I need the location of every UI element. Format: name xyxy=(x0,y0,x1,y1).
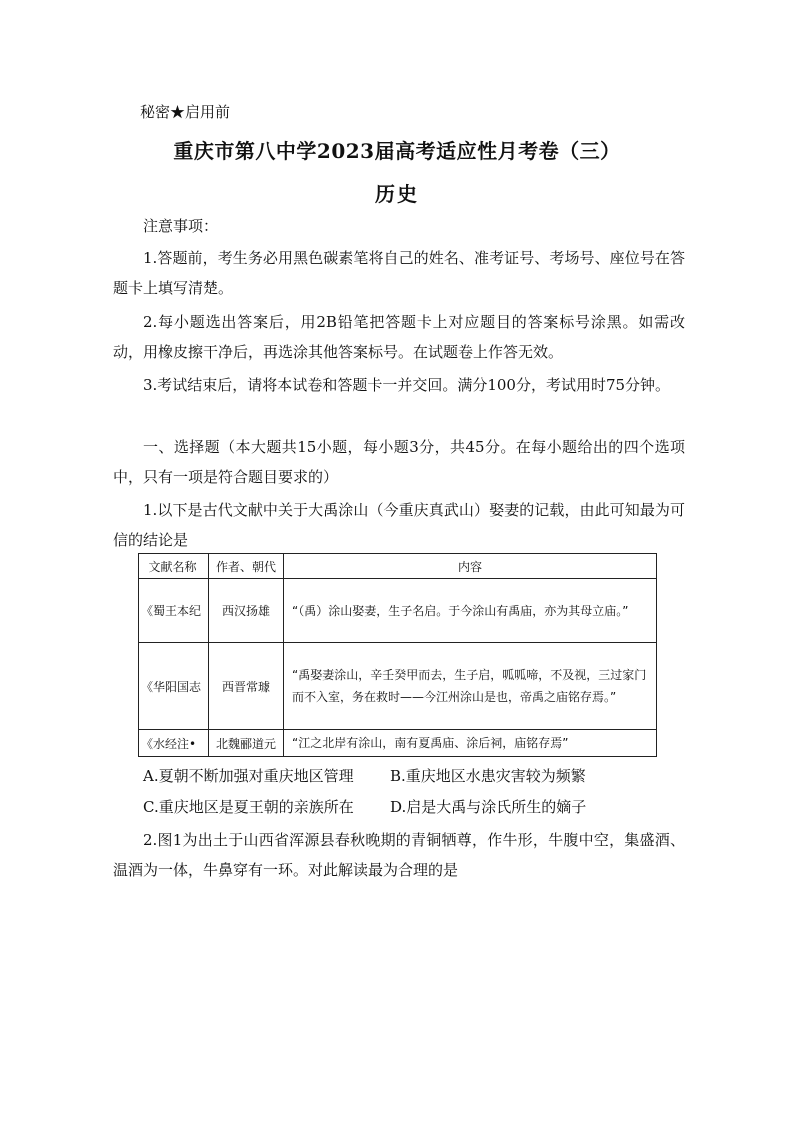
table-header-row xyxy=(139,554,657,579)
secret-mark: 秘密★启用前 xyxy=(140,103,231,121)
notes-heading: 注意事项： xyxy=(143,217,219,235)
table-cell-content: “（禹）涂山娶妻，生子名启。于今涂山有禹庙，亦为其母立庙。” xyxy=(284,579,657,643)
table-header-author: 作者、朝代 xyxy=(209,554,284,579)
option-a: A.夏朝不断加强对重庆地区管理 xyxy=(143,767,354,785)
table-row xyxy=(139,579,657,643)
table-cell-author: 北魏郦道元 xyxy=(209,730,284,757)
subject-title: 历史 xyxy=(375,182,419,206)
table-cell-name: 《蜀王本纪 xyxy=(139,579,209,643)
note-item-1: 1.答题前，考生务必用黑色碳素笔将自己的姓名、准考证号、考场号、座位号在答题卡上填写清楚。 xyxy=(113,249,685,297)
table-cell-author: 西汉扬雄 xyxy=(209,579,284,643)
question-2-stem: 2.图1为出土于山西省浑源县春秋晚期的青铜牺尊，作牛形，牛腹中空，集盛酒、温酒为一体，牛鼻穿有一环。对此解读最为合理的是 xyxy=(113,831,685,879)
table-header-content: 内容 xyxy=(284,554,657,579)
note-item-2: 2.每小题选出答案后，用2B铅笔把答题卡上对应题目的答案标号涂黑。如需改动，用橡皮擦干净后，再选涂其他答案标号。在试题卷上作答无效。 xyxy=(113,313,685,361)
option-c: C.重庆地区是夏王朝的亲族所在 xyxy=(143,798,354,816)
table-cell-name: 《华阳国志 xyxy=(139,643,209,730)
table-row xyxy=(139,730,657,757)
option-d: D.启是大禹与涂氏所生的嫡子 xyxy=(390,798,587,816)
question-1-table xyxy=(138,553,657,757)
note-item-3: 3.考试结束后，请将本试卷和答题卡一并交回。满分100分，考试用时75分钟。 xyxy=(143,376,671,394)
table-cell-name: 《水经注• xyxy=(139,730,209,757)
table-cell-content: “江之北岸有涂山，南有夏禹庙、涂后祠，庙铭存焉” xyxy=(284,730,657,757)
table-header-name: 文献名称 xyxy=(139,554,209,579)
section-heading: 一、选择题（本大题共15小题，每小题3分，共45分。在每小题给出的四个选项中，只有一项是符合题目要求的） xyxy=(113,438,685,486)
question-1-stem: 1.以下是古代文献中关于大禹涂山（今重庆真武山）娶妻的记载，由此可知最为可信的结论是 xyxy=(113,501,685,549)
table-cell-content: “禹娶妻涂山，辛壬癸甲而去，生子启，呱呱啼，不及视，三过家门而不入室，务在救时——今江州涂山是也，帝禹之庙铭存焉。” xyxy=(284,643,657,730)
table-cell-author: 西晋常璩 xyxy=(209,643,284,730)
exam-title: 重庆市第八中学2023届高考适应性月考卷（三） xyxy=(173,139,621,163)
table-row xyxy=(139,643,657,730)
option-b: B.重庆地区水患灾害较为频繁 xyxy=(390,767,586,785)
